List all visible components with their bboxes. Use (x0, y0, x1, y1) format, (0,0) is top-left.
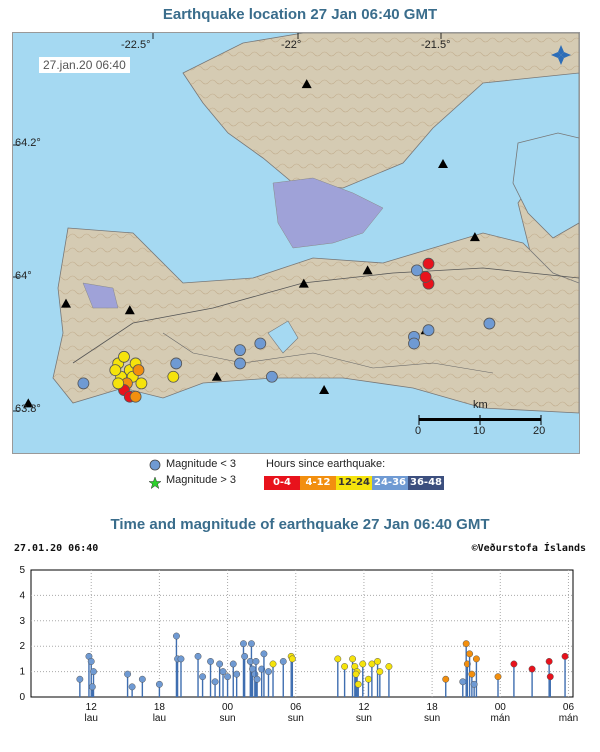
x-tick-label: 00 (494, 702, 506, 713)
y-tick-label: 2 (19, 641, 25, 653)
legend-magnitude-small: Magnitude < 3 (166, 458, 237, 470)
earthquake-marker[interactable] (423, 258, 434, 269)
star-icon (149, 477, 161, 489)
event-point[interactable] (369, 661, 375, 667)
x-tick-label: 06 (290, 702, 302, 713)
legend-hours-title: Hours since earthquake: (266, 458, 386, 470)
event-point[interactable] (253, 658, 259, 664)
event-point[interactable] (471, 681, 477, 687)
event-point[interactable] (529, 666, 535, 672)
event-point[interactable] (374, 658, 380, 664)
event-point[interactable] (156, 681, 162, 687)
y-tick-label: 1 (19, 666, 25, 678)
earthquake-marker[interactable] (420, 272, 431, 283)
earthquake-marker[interactable] (235, 358, 246, 369)
x-tick-day-label: mán (558, 713, 579, 724)
legend-magnitude-large: Magnitude > 3 (166, 474, 237, 486)
chart-timestamp: 27.01.20 06:40 (14, 543, 99, 554)
x-tick-label: 00 (222, 702, 234, 713)
scale-tick: 10 (473, 425, 486, 437)
event-point[interactable] (241, 653, 247, 659)
earthquake-marker[interactable] (113, 378, 124, 389)
x-tick-day-label: lau (152, 713, 167, 724)
scale-tick: 0 (415, 425, 422, 437)
event-point[interactable] (511, 661, 517, 667)
event-point[interactable] (233, 671, 239, 677)
y-tick-label: 0 (19, 692, 25, 703)
magnitude-chart (12, 543, 588, 752)
event-point[interactable] (89, 684, 95, 690)
event-point[interactable] (460, 679, 466, 685)
y-tick-label: 4 (19, 590, 25, 602)
event-point[interactable] (139, 676, 145, 682)
x-tick-label: 18 (153, 702, 165, 713)
x-tick-label: 06 (562, 702, 575, 713)
lon-label: -21.5° (421, 39, 451, 51)
event-point[interactable] (463, 640, 469, 646)
earthquake-marker[interactable] (484, 318, 495, 329)
legend-symbols (148, 458, 162, 492)
hour-bin-36-48: 36-48 (408, 476, 444, 490)
event-point[interactable] (124, 671, 130, 677)
event-point[interactable] (178, 656, 184, 662)
x-tick-label: 12 (358, 702, 370, 713)
earthquake-marker[interactable] (171, 358, 182, 369)
event-point[interactable] (199, 673, 205, 679)
event-point[interactable] (212, 679, 218, 685)
event-point[interactable] (546, 658, 552, 664)
event-point[interactable] (254, 676, 260, 682)
event-point[interactable] (547, 673, 553, 679)
x-tick-day-label: mán (490, 713, 511, 724)
event-point[interactable] (270, 661, 276, 667)
map-canvas (13, 33, 579, 453)
event-point[interactable] (207, 658, 213, 664)
event-point[interactable] (77, 676, 83, 682)
event-point[interactable] (377, 668, 383, 674)
event-point[interactable] (248, 640, 254, 646)
hour-bin-24-36: 24-36 (372, 476, 408, 490)
y-tick-label: 3 (19, 615, 25, 627)
x-tick-day-label: sun (219, 713, 236, 724)
event-point[interactable] (289, 656, 295, 662)
event-point[interactable] (365, 676, 371, 682)
event-point[interactable] (473, 656, 479, 662)
earthquake-marker[interactable] (130, 391, 141, 402)
earthquake-marker[interactable] (110, 365, 121, 376)
event-point[interactable] (443, 676, 449, 682)
event-point[interactable] (562, 653, 568, 659)
x-tick-day-label: sun (287, 713, 304, 724)
event-point[interactable] (240, 640, 246, 646)
event-point[interactable] (230, 661, 236, 667)
event-point[interactable] (386, 663, 392, 669)
earthquake-map[interactable] (12, 32, 580, 454)
event-point[interactable] (88, 658, 94, 664)
event-point[interactable] (469, 671, 475, 677)
lat-label: 63.8° (15, 403, 41, 415)
x-tick-label: 18 (426, 702, 438, 713)
earthquake-marker[interactable] (235, 345, 246, 356)
event-point[interactable] (335, 656, 341, 662)
lon-label: -22.5° (121, 39, 151, 51)
earthquake-marker[interactable] (255, 338, 266, 349)
map-title: Earthquake location 27 Jan 06:40 GMT (162, 6, 438, 23)
event-point[interactable] (349, 656, 355, 662)
hour-bin-0-4: 0-4 (264, 476, 300, 490)
x-tick-day-label: sun (355, 713, 372, 724)
x-tick-day-label: lau (84, 713, 98, 724)
event-point[interactable] (173, 633, 179, 639)
earthquake-marker[interactable] (423, 325, 434, 336)
event-point[interactable] (195, 653, 201, 659)
circle-icon (150, 460, 160, 470)
lon-label: -22° (281, 39, 302, 51)
event-point[interactable] (280, 658, 286, 664)
event-point[interactable] (353, 671, 359, 677)
event-point[interactable] (360, 661, 366, 667)
plot-area (31, 570, 573, 697)
chart-credit: ©Veðurstofa Íslands (471, 543, 586, 554)
earthquake-marker[interactable] (78, 378, 89, 389)
event-point[interactable] (355, 681, 361, 687)
earthquake-marker[interactable] (266, 371, 277, 382)
scale-unit: km (473, 399, 488, 411)
chart-canvas (12, 543, 588, 752)
lat-label: 64° (15, 270, 32, 282)
lat-label: 64.2° (15, 137, 41, 149)
map-timestamp: 27.jan.20 06:40 (39, 57, 130, 73)
event-point[interactable] (129, 684, 135, 690)
event-point[interactable] (224, 673, 230, 679)
event-point[interactable] (216, 661, 222, 667)
event-point[interactable] (466, 651, 472, 657)
earthquake-marker[interactable] (136, 378, 147, 389)
event-point[interactable] (265, 668, 271, 674)
earthquake-marker[interactable] (168, 371, 179, 382)
event-point[interactable] (341, 663, 347, 669)
earthquake-marker[interactable] (119, 351, 130, 362)
earthquake-marker[interactable] (133, 365, 144, 376)
scale-tick: 20 (533, 425, 546, 437)
event-point[interactable] (220, 668, 226, 674)
event-point[interactable] (90, 668, 96, 674)
chart-title: Time and magnitude of earthquake 27 Jan 06:40 GMT (110, 516, 490, 533)
event-point[interactable] (261, 651, 267, 657)
hour-bin-4-12: 4-12 (300, 476, 336, 490)
x-tick-label: 12 (85, 702, 97, 713)
x-tick-day-label: sun (424, 713, 441, 724)
hour-bin-12-24: 12-24 (336, 476, 372, 490)
y-tick-label: 5 (19, 565, 25, 576)
event-point[interactable] (495, 673, 501, 679)
earthquake-marker[interactable] (409, 338, 420, 349)
